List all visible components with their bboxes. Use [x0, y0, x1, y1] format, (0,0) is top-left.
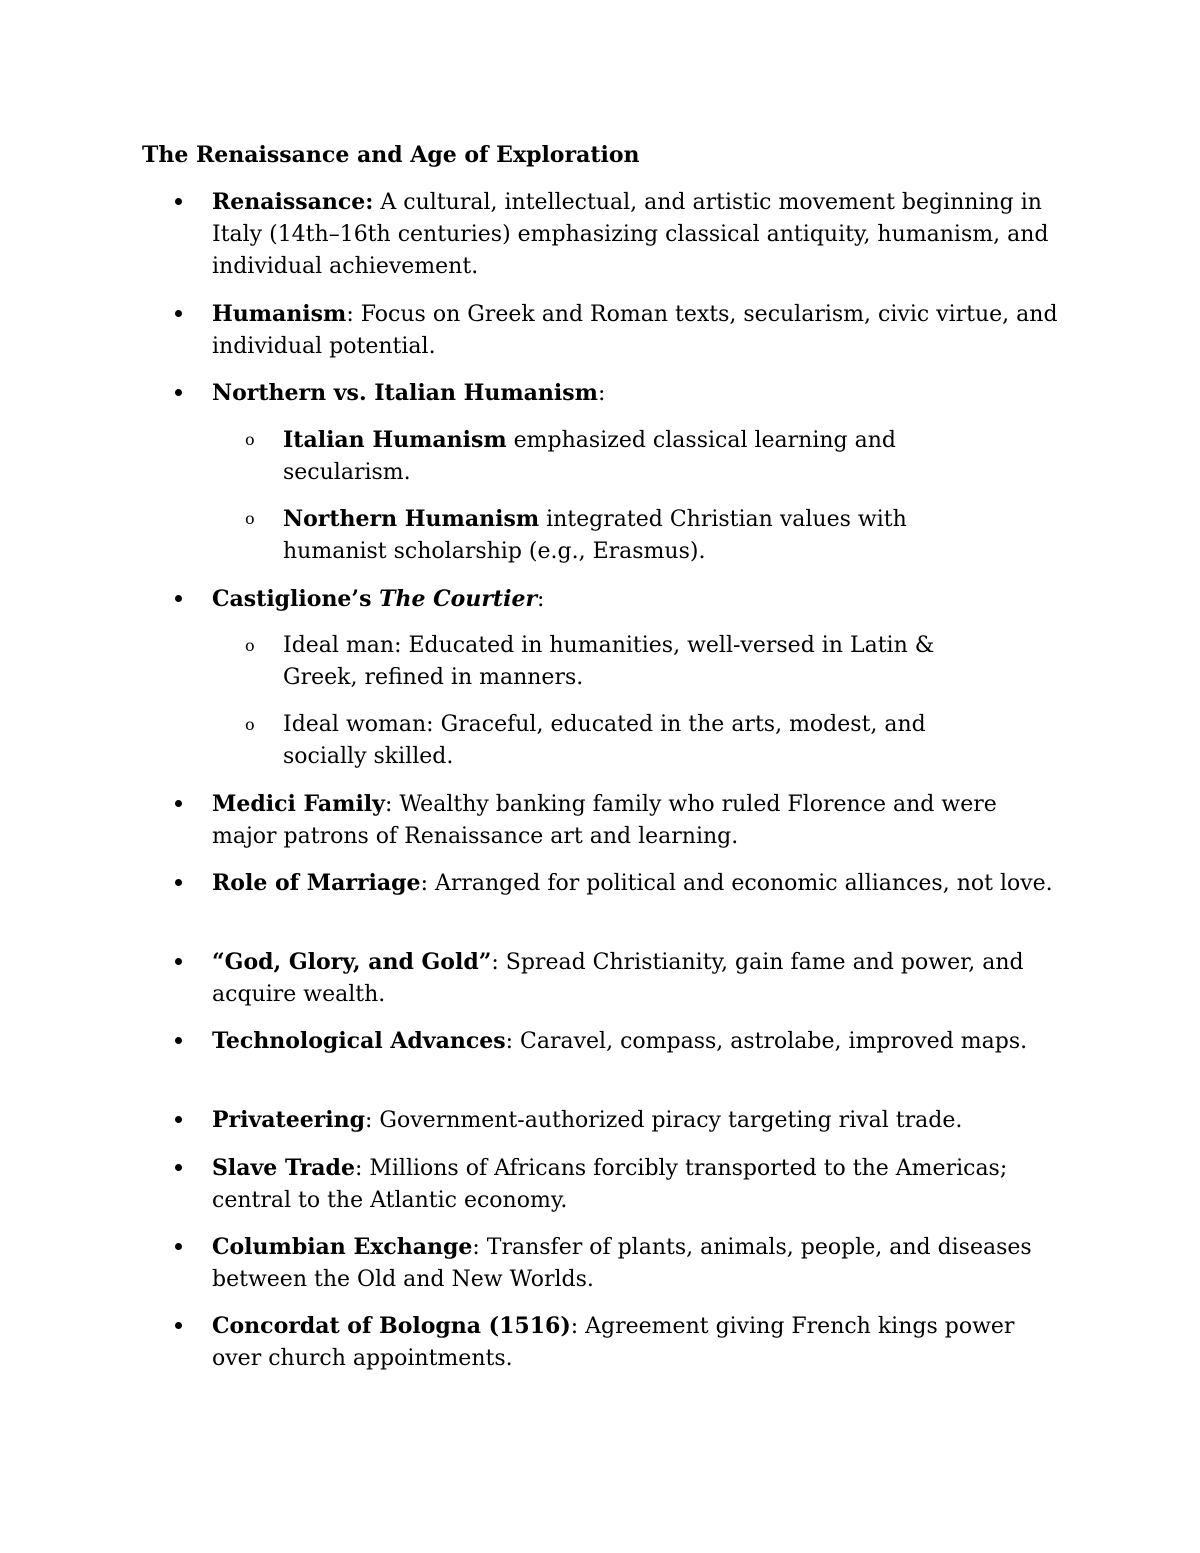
- definition-italian-humanism: emphasized classical learning and secularism.: [283, 428, 896, 485]
- list-item-medici: [212, 788, 1062, 853]
- definition-concordat: : Agreement giving French kings power over church appointments.: [212, 1314, 1015, 1371]
- definition-northern-vs-italian: :: [597, 381, 606, 406]
- term-northern-humanism: Northern Humanism: [283, 506, 540, 532]
- list-item-humanism: [212, 298, 1062, 363]
- list-item-castiglione: [212, 583, 1062, 616]
- list-item-renaissance: [212, 186, 1062, 283]
- term-privateering: Privateering: [212, 1107, 366, 1133]
- list-item-technology: [212, 1025, 1062, 1058]
- term-castiglione: Castiglione’s: [212, 586, 380, 612]
- definition-ideal-woman: Ideal woman: Graceful, educated in the arts, modest, and socially skilled.: [283, 712, 926, 769]
- term-slave-trade: Slave Trade: [212, 1155, 355, 1181]
- list-item-columbian-exchange: [212, 1231, 1062, 1296]
- list-item-slave-trade: [212, 1152, 1062, 1217]
- definition-medici: : Wealthy banking family who ruled Florence and were major patrons of Renaissance art and learning.: [212, 792, 997, 849]
- term-technology: Technological Advances: [212, 1028, 506, 1054]
- sub-item-ideal-woman: [283, 709, 1003, 773]
- bullet-circle: o: [245, 636, 255, 655]
- definition-god-glory-gold: : Spread Christianity, gain fame and power, and acquire wealth.: [212, 950, 1024, 1007]
- definition-columbian-exchange: : Transfer of plants, animals, people, and diseases between the Old and New Worlds.: [212, 1235, 1032, 1292]
- term-northern-vs-italian: Northern vs. Italian Humanism: [212, 380, 598, 406]
- document-title: The Renaissance and Age of Exploration: [142, 142, 640, 168]
- term-italian-humanism: Italian Humanism: [283, 427, 507, 453]
- sub-item-italian-humanism: [283, 424, 1003, 489]
- list-item-marriage: [212, 867, 1062, 900]
- definition-technology: : Caravel, compass, astrolabe, improved maps.: [505, 1029, 1028, 1054]
- list-item-privateering: [212, 1104, 1062, 1137]
- definition-ideal-man: Ideal man: Educated in humanities, well-versed in Latin & Greek, refined in manners.: [283, 633, 935, 690]
- definition-privateering: : Government-authorized piracy targeting rival trade.: [365, 1108, 963, 1133]
- definition-northern-humanism: integrated Christian values with humanist scholarship (e.g., Erasmus).: [283, 507, 907, 564]
- sub-item-ideal-man: [283, 630, 1003, 694]
- term-medici: Medici Family: [212, 791, 385, 817]
- list-item-god-glory-gold: [212, 946, 1062, 1011]
- term-renaissance: Renaissance:: [212, 189, 374, 215]
- bullet-circle: o: [245, 715, 255, 734]
- term-god-glory-gold: “God, Glory, and Gold”: [212, 949, 492, 975]
- term-marriage: Role of Marriage: [212, 870, 421, 896]
- bullet-circle: o: [245, 509, 255, 528]
- definition-humanism: : Focus on Greek and Roman texts, secularism, civic virtue, and individual potential.: [212, 302, 1058, 359]
- bullet-circle: o: [245, 430, 255, 449]
- term-concordat: Concordat of Bologna (1516): [212, 1313, 571, 1339]
- term-the-courtier: The Courtier: [379, 586, 538, 612]
- definition-castiglione: :: [537, 587, 545, 612]
- sub-item-northern-humanism: [283, 503, 1003, 568]
- definition-renaissance: A cultural, intellectual, and artistic movement beginning in Italy (14th–16th centuries) emphasizing classical antiquity, humanism, and individual achievement.: [212, 190, 1049, 279]
- term-humanism: Humanism: [212, 301, 347, 327]
- list-item-concordat: [212, 1310, 1062, 1375]
- definition-slave-trade: : Millions of Africans forcibly transported to the Americas; central to the Atlantic economy.: [212, 1156, 1008, 1213]
- list-item-northern-vs-italian: [212, 377, 1062, 410]
- term-columbian-exchange: Columbian Exchange: [212, 1234, 473, 1260]
- definition-marriage: : Arranged for political and economic alliances, not love.: [420, 871, 1053, 896]
